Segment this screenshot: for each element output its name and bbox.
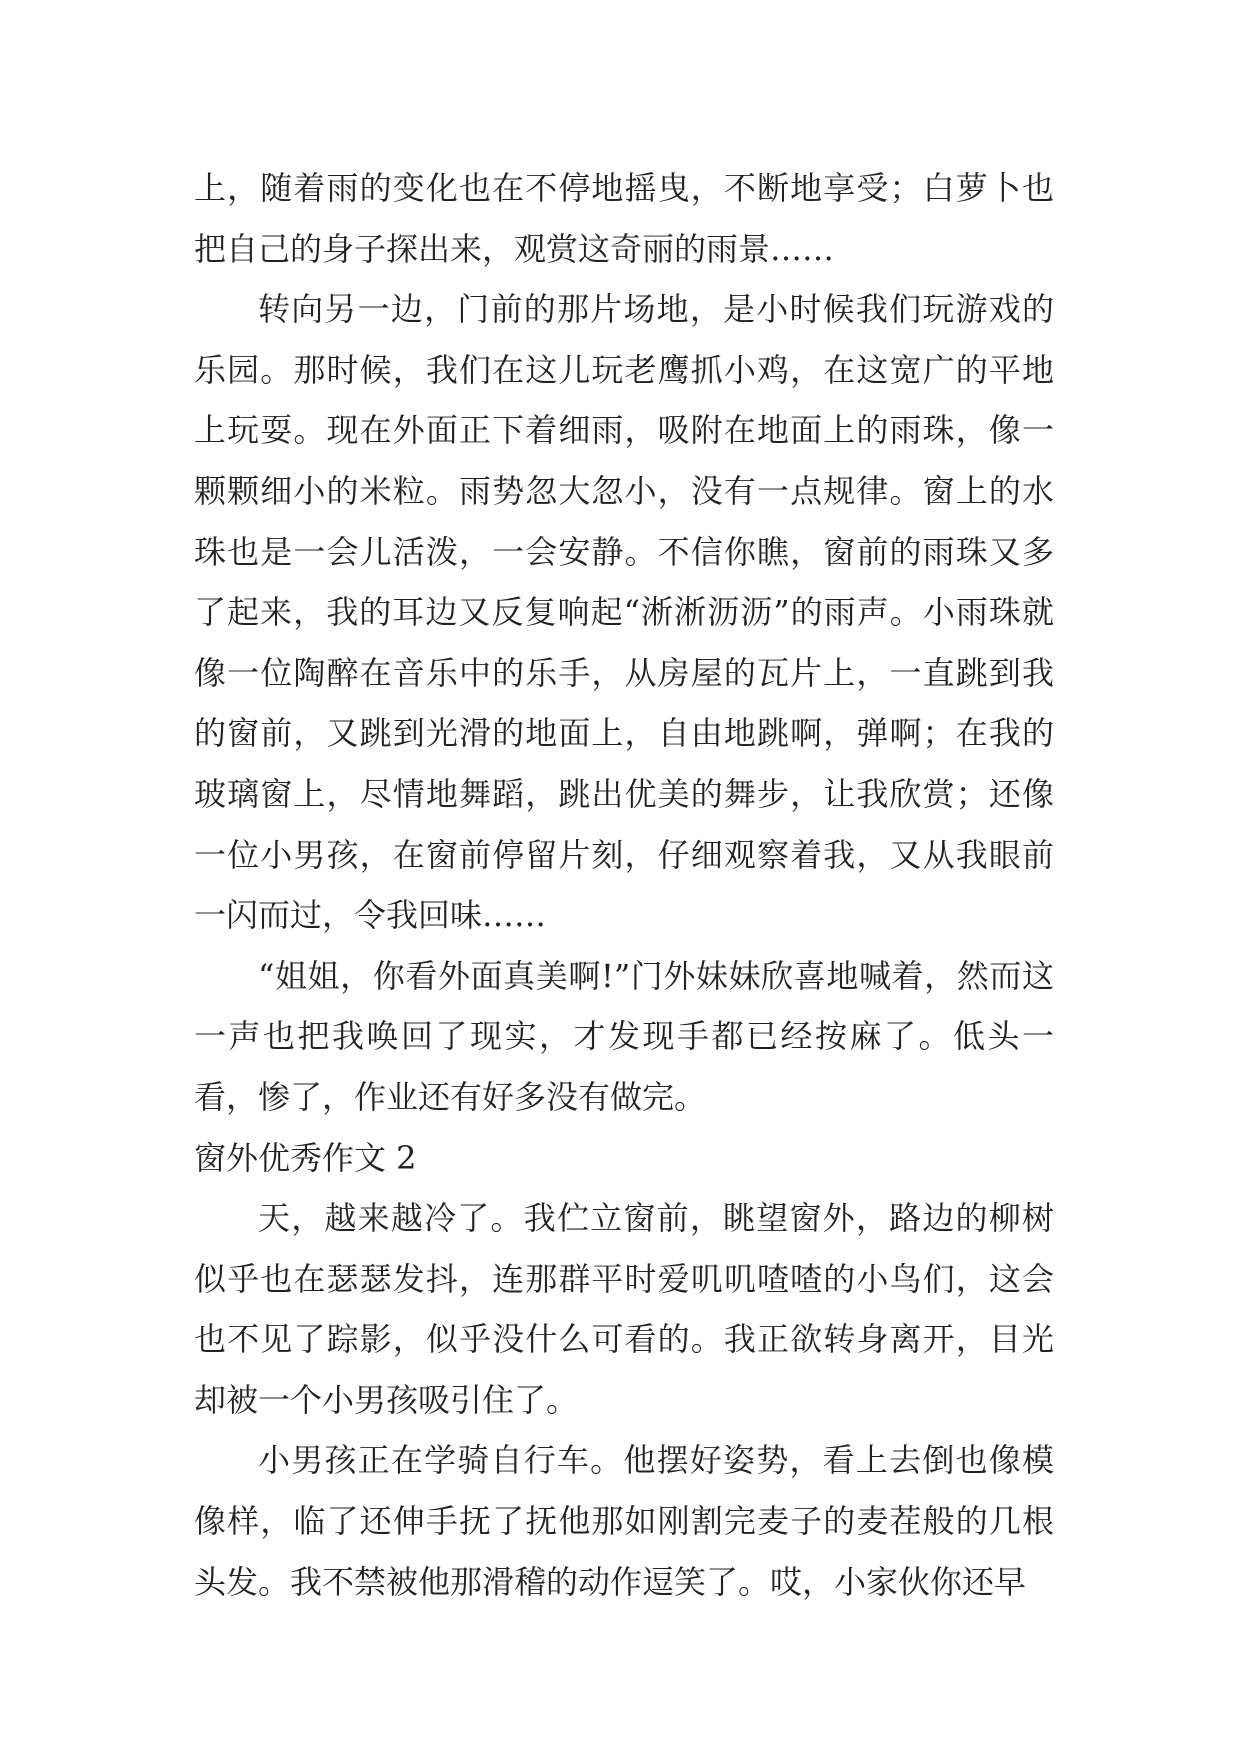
section-paragraph-2: 小男孩正在学骑自行车。他摆好姿势，看上去倒也像模像样，临了还伸手抚了抚他那如刚割完麦子的麦茬般的几根头发。我不禁被他那滑稽的动作逗笑了。哎，小家伙你还早 (194, 1441, 1054, 1601)
paragraph-3: “姐姐，你看外面真美啊!”门外妹妹欣喜地喊着，然而这一声也把我唤回了现实，才发现手都已经按麻了。低头一看，惨了，作业还有好多没有做完。 (194, 956, 1054, 1116)
section-paragraph-1: 天，越来越冷了。我伫立窗前，眺望窗外，路边的柳树似乎也在瑟瑟发抖，连那群平时爱叽叽喳喳的小鸟们，这会也不见了踪影，似乎没什么可看的。我正欲转身离开，目光却被一个小男孩吸引住了。 (194, 1199, 1054, 1419)
document-page (194, 158, 1054, 1612)
paragraph-1: 上，随着雨的变化也在不停地摇曳，不断地享受；白萝卜也把自己的身子探出来，观赏这奇丽的雨景…… (194, 169, 1054, 268)
paragraph-2: 转向另一边，门前的那片场地，是小时候我们玩游戏的乐园。那时候，我们在这儿玩老鹰抓小鸡，在这宽广的平地上玩耍。现在外面正下着细雨，吸附在地面上的雨珠，像一颗颗细小的米粒。雨势忽大忽小，没有一点规律。窗上的水珠也是一会儿活泼，一会安静。不信你瞧，窗前的雨珠又多了起来，我的耳边又反复响起“淅淅沥沥”的雨声。小雨珠就像一位陶醉在音乐中的乐手，从房屋的瓦片上，一直跳到我的窗前，又跳到光滑的地面上，自由地跳啊，弹啊；在我的玻璃窗上，尽情地舞蹈，跳出优美的舞步，让我欣赏；还像一位小男孩，在窗前停留片刻，仔细观察着我，又从我眼前一闪而过，令我回味…… (194, 290, 1054, 935)
section-title: 窗外优秀作文 2 (194, 1138, 417, 1177)
